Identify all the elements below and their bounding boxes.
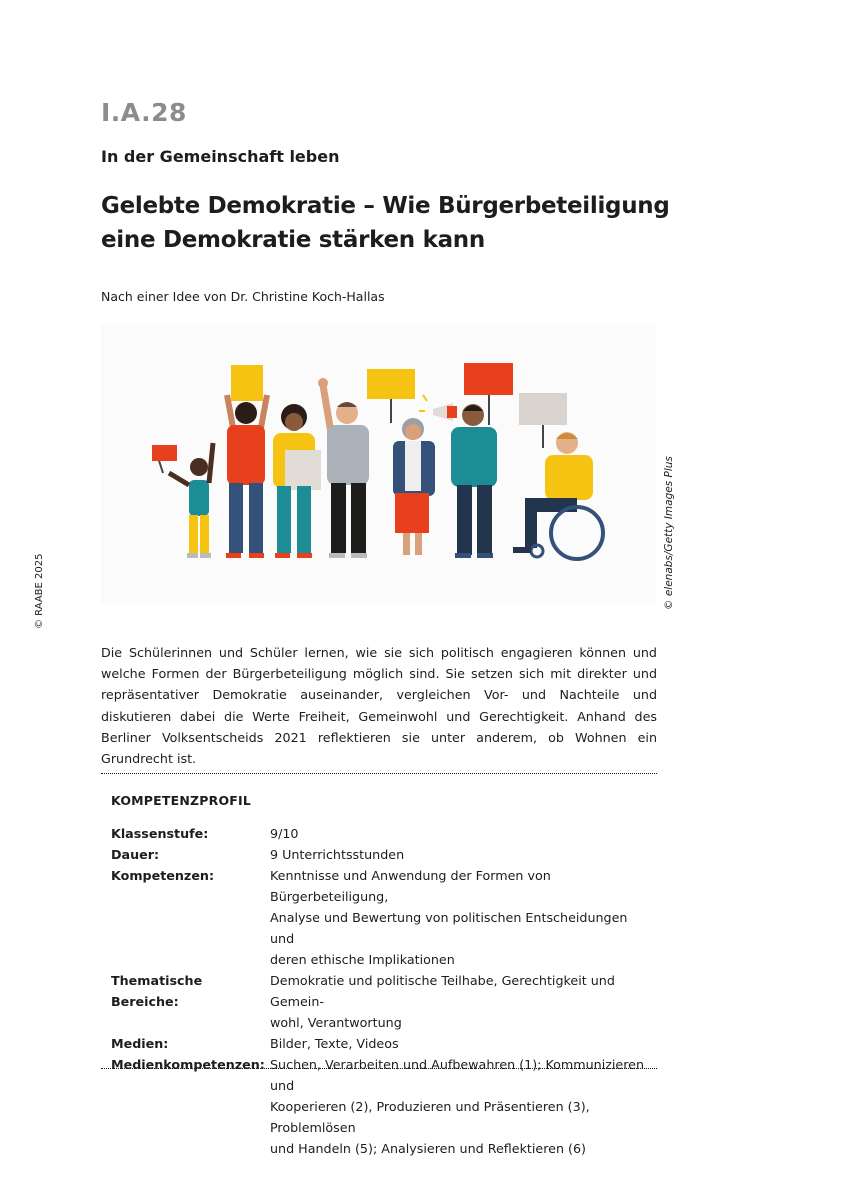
red-sign — [464, 363, 513, 395]
profile-value-line: Suchen, Verarbeiten und Aufbewahren (1); Kommunizieren und — [270, 1057, 645, 1093]
yellow-sign-2 — [367, 369, 415, 399]
image-credit-text: © elenabs/Getty Images Plus — [663, 456, 675, 610]
author-line: Nach einer Idee von Dr. Christine Koch-Hallas — [101, 289, 385, 304]
profile-value-line: 9 Unterrichtsstunden — [270, 847, 405, 862]
man-in-wheelchair-figure — [513, 393, 603, 559]
woman-with-grey-sign-figure — [273, 404, 321, 558]
profile-row-media — [111, 1033, 651, 1054]
profile-label: Medien: — [111, 1036, 169, 1051]
intro-paragraph: Die Schülerinnen und Schüler lernen, wie sie sich politisch engagieren können und welche Formen der Bürgerbeteiligung möglich sind. Sie setzen sich mit direkter und repräsentativer Demokratie auseinander, vergleichen Vor- und Nachteile und diskutieren dabei die Werte Freiheit, Gemeinwohl und Gerechtigkeit. Anhand des Berliner Volksentscheids 2021 reflektieren sie unter anderem, ob Wohnen ein Grundrecht ist. — [101, 645, 657, 767]
profile-value-line: 9/10 — [270, 826, 299, 841]
profile-value — [270, 823, 651, 844]
profile-label: Kompetenzen: — [111, 868, 215, 883]
divider-bottom — [101, 1068, 657, 1069]
grey-sign-2 — [519, 393, 567, 425]
profile-value — [270, 844, 651, 865]
profile-heading: KOMPETENZPROFIL — [111, 793, 252, 808]
profile-value-line: Bilder, Texte, Videos — [270, 1036, 399, 1051]
profile-value — [270, 1033, 651, 1054]
wheelchair-wheel-icon — [551, 507, 603, 559]
profile-value — [270, 1054, 651, 1159]
profile-label: Dauer: — [111, 847, 160, 862]
profile-row-competences — [111, 865, 651, 970]
yellow-sign — [231, 365, 263, 401]
profile-value-line: Demokratie und politische Teilhabe, Gerechtigkeit und Gemein- — [270, 973, 615, 1009]
competence-profile — [111, 823, 651, 1159]
profile-label: Klassenstufe: — [111, 826, 209, 841]
profile-value-line: wohl, Verantwortung — [270, 1015, 402, 1030]
unit-code: I.A.28 — [101, 98, 187, 127]
profile-row-grade — [111, 823, 651, 844]
profile-value-line: Analyse und Bewertung von politischen Entscheidungen und — [270, 910, 628, 946]
profile-value-line: deren ethische Implikationen — [270, 952, 455, 967]
profile-row-topics — [111, 970, 651, 1033]
profile-value — [270, 970, 651, 1033]
profile-value-line: Kooperieren (2), Produzieren und Präsentieren (3), Problemlösen — [270, 1099, 590, 1135]
copyright-note — [30, 555, 50, 635]
grey-sign — [285, 450, 321, 490]
woman-with-yellow-sign-figure — [226, 365, 267, 558]
profile-value — [270, 865, 651, 970]
man-raising-fist-figure — [318, 378, 369, 558]
protest-crowd-illustration — [101, 323, 656, 603]
profile-value-line: Kenntnisse und Anwendung der Formen von Bürgerbeteiligung, — [270, 868, 551, 904]
page-title: Gelebte Demokratie – Wie Bürgerbeteiligung eine Demokratie stärken kann — [101, 193, 670, 253]
child-with-flag-figure — [152, 443, 213, 558]
copyright-text: © RAABE 2025 — [34, 553, 45, 629]
profile-row-duration — [111, 844, 651, 865]
profile-row-media-competences — [111, 1054, 651, 1159]
profile-label: Medienkompetenzen: — [111, 1057, 265, 1072]
divider-top — [101, 773, 657, 774]
profile-value-line: und Handeln (5); Analysieren und Reflektieren (6) — [270, 1141, 587, 1156]
unit-topic: In der Gemeinschaft leben — [101, 147, 340, 166]
small-red-flag — [152, 445, 177, 461]
hero-illustration — [101, 323, 656, 603]
image-credit — [656, 456, 686, 610]
profile-label: Thematische Bereiche: — [111, 973, 203, 1009]
